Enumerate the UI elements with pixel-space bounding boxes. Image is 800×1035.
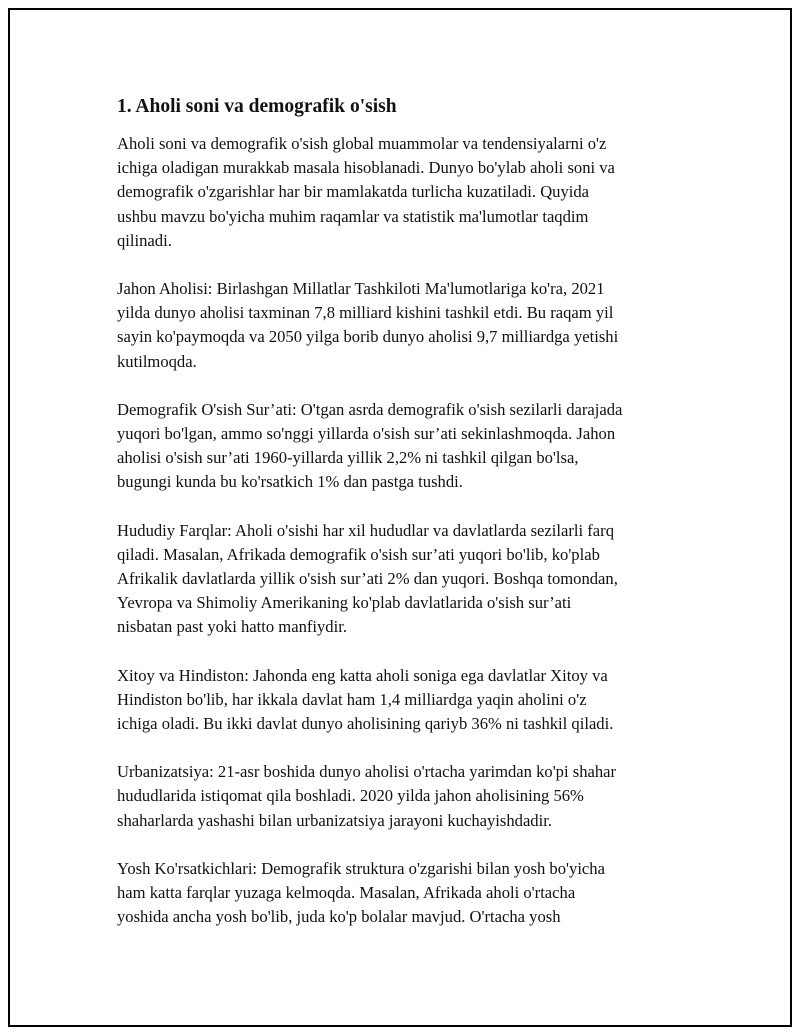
text-line: kutilmoqda. bbox=[117, 351, 197, 371]
document-body bbox=[117, 94, 697, 953]
intro-paragraph bbox=[117, 132, 697, 253]
text-line: demografik o'zgarishlar har bir mamlakatda turlicha kuzatiladi. Quyida bbox=[117, 182, 590, 202]
china-india-paragraph bbox=[117, 664, 697, 737]
section-title: 1. Aholi soni va demografik o'sish bbox=[117, 96, 397, 117]
text-line: ichiga oladigan murakkab masala hisoblanadi. Dunyo bo'ylab aholi soni va bbox=[117, 158, 615, 178]
world-population-paragraph bbox=[117, 277, 697, 374]
text-line: ham katta farqlar yuzaga kelmoqda. Masalan, Afrikada aholi o'rtacha bbox=[117, 883, 576, 903]
age-indicators-paragraph bbox=[117, 857, 697, 930]
text-line: bugungi kunda bu ko'rsatkich 1% dan pastga tushdi. bbox=[117, 472, 463, 492]
text-line: Xitoy va Hindiston: Jahonda eng katta aholi soniga ega davlatlar Xitoy va bbox=[117, 665, 608, 685]
text-line: Hindiston bo'lib, har ikkala davlat ham 1,4 milliardga yaqin aholini o'z bbox=[117, 689, 587, 709]
text-line: Jahon Aholisi: Birlashgan Millatlar Tashkiloti Ma'lumotlariga ko'ra, 2021 bbox=[117, 279, 605, 299]
text-line: Yosh Ko'rsatkichlari: Demografik struktura o'zgarishi bilan yosh bo'yicha bbox=[117, 858, 605, 878]
text-line: qilinadi. bbox=[117, 230, 172, 250]
text-line: qiladi. Masalan, Afrikada demografik o'sish sur’ati yuqori bo'lib, ko'plab bbox=[117, 544, 600, 564]
text-line: Hududiy Farqlar: Aholi o'sishi har xil hududlar va davlatlarda sezilarli farq bbox=[117, 520, 614, 540]
text-line: yuqori bo'lgan, ammo so'nggi yillarda o'sish sur’ati sekinlashmoqda. Jahon bbox=[117, 424, 616, 444]
text-line: aholisi o'sish sur’ati 1960-yillarda yillik 2,2% ni tashkil qilgan bo'lsa, bbox=[117, 448, 579, 468]
text-line: Urbanizatsiya: 21-asr boshida dunyo aholisi o'rtacha yarimdan ko'pi shahar bbox=[117, 762, 617, 782]
text-line: sayin ko'paymoqda va 2050 yilga borib dunyo aholisi 9,7 milliardga yetishi bbox=[117, 327, 619, 347]
text-line: ushbu mavzu bo'yicha muhim raqamlar va statistik ma'lumotlar taqdim bbox=[117, 206, 589, 226]
text-line: hududlarida istiqomat qila boshladi. 2020 yilda jahon aholisining 56% bbox=[117, 786, 584, 806]
text-line: Yevropa va Shimoliy Amerikaning ko'plab davlatlarida o'sish sur’ati bbox=[117, 593, 572, 613]
urbanization-paragraph bbox=[117, 760, 697, 833]
text-line: Afrikalik davlatlarda yillik o'sish sur’ati 2% dan yuqori. Boshqa tomondan, bbox=[117, 569, 618, 589]
text-line: ichiga oladi. Bu ikki davlat dunyo aholisining qariyb 36% ni tashkil qiladi. bbox=[117, 714, 614, 734]
text-line: yoshida ancha yosh bo'lib, juda ko'p bolalar mavjud. O'rtacha yosh bbox=[117, 907, 561, 927]
text-line: shaharlarda yashashi bilan urbanizatsiya jarayoni kuchayishdadir. bbox=[117, 810, 552, 830]
text-line: nisbatan past yoki hatto manfiydir. bbox=[117, 617, 347, 637]
regional-differences-paragraph bbox=[117, 519, 697, 640]
text-line: yilda dunyo aholisi taxminan 7,8 milliard kishini tashkil etdi. Bu raqam yil bbox=[117, 303, 614, 323]
growth-rate-paragraph bbox=[117, 398, 697, 495]
text-line: Demografik O'sish Sur’ati: O'tgan asrda demografik o'sish sezilarli darajada bbox=[117, 399, 623, 419]
text-line: Aholi soni va demografik o'sish global muammolar va tendensiyalarni o'z bbox=[117, 134, 607, 153]
